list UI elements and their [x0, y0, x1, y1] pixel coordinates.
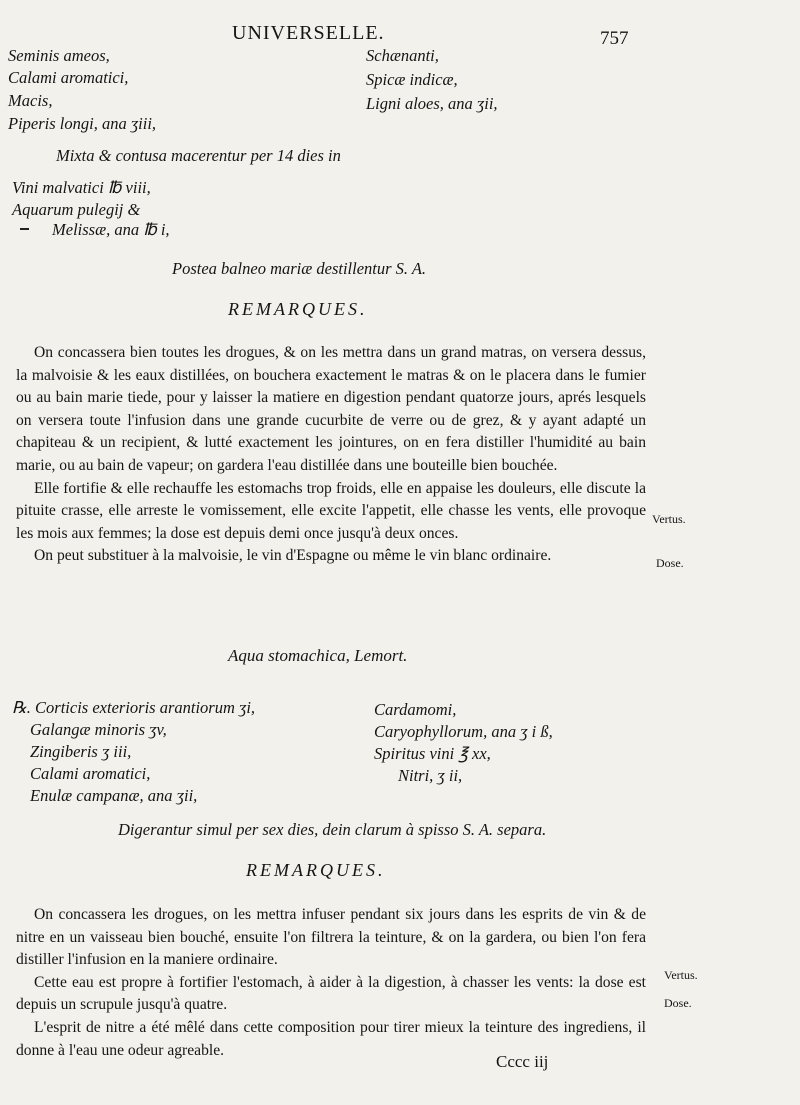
recipe2-title: Aqua stomachica, Lemort.: [228, 646, 408, 665]
signature-mark: Cccc iij: [496, 1052, 549, 1071]
ingredient-right-2: Spicæ indicæ,: [366, 70, 458, 89]
remarks2-text: [16, 904, 646, 1062]
margin-note-dose-1: Dose.: [656, 556, 684, 570]
remarks1-paragraph-2: Elle fortifie & elle rechauffe les estomachs trop froids, elle en appaise les douleurs, elle discute la pituite crasse, elle arreste le vomissement, elle excite l'appetit, elle chasse les vents, elle provoque les mois aux femmes; la dose est depuis demi once jusqu'à deux onces.: [16, 479, 646, 542]
recipe2-left-2: Galangæ minoris ʒv,: [30, 720, 167, 739]
recipe2-left-4: Calami aromatici,: [30, 764, 151, 783]
ingredient-left-4: Piperis longi, ana ʒiii,: [8, 114, 157, 133]
liquid-2: Aquarum pulegij &: [12, 200, 141, 219]
recipe2-right-4: Nitri, ʒ ii,: [398, 766, 463, 785]
ingredient-left-2: Calami aromatici,: [8, 68, 129, 87]
ingredient-right-3: Ligni aloes, ana ʒii,: [366, 94, 498, 113]
remarks2-paragraph-2: Cette eau est propre à fortifier l'estomach, à aider à la digestion, à chasser les vents: la dose est depuis un scrupule jusqu'à quatre.: [16, 973, 646, 1014]
recipe1-instruction: Mixta & contusa macerentur per 14 dies in: [56, 146, 341, 165]
ingredient-right-1: Schænanti,: [366, 46, 439, 65]
hyphen-mark: [20, 228, 29, 230]
recipe2-right-1: Cardamomi,: [374, 700, 457, 719]
recipe2-right-2: Caryophyllorum, ana ʒ i ß,: [374, 722, 553, 741]
remarks1-paragraph-3: On peut substituer à la malvoisie, le vin d'Espagne ou même le vin blanc ordinaire.: [34, 547, 552, 565]
recipe2-left-5: Enulæ campanæ, ana ʒii,: [30, 786, 198, 805]
recipe1-final: Postea balneo mariæ destillentur S. A.: [172, 259, 427, 278]
ingredient-left-1: Seminis ameos,: [8, 46, 110, 65]
remarks1-heading: REMARQUES.: [228, 299, 368, 319]
remarks2-paragraph-3: L'esprit de nitre a été mêlé dans cette composition pour tirer mieux la teinture des ingrediens, il donne à l'eau une odeur agreable.: [16, 1018, 646, 1059]
page-number: 757: [600, 28, 629, 49]
remarks1-text: [16, 342, 646, 568]
remarks2-heading: REMARQUES.: [246, 860, 386, 880]
liquid-1: Vini malvatici ℔ viii,: [12, 178, 151, 197]
margin-note-vertus-1: Vertus.: [652, 512, 686, 526]
remarks2-paragraph-1: On concassera les drogues, on les mettra infuser pendant six jours dans les esprits de vin & de nitre en un vaisseau bien bouché, ensuite l'on filtrera la teinture, & on la gardera, ou bien l'on fera distiller l'infusion en la maniere ordinaire.: [16, 906, 646, 969]
running-head: UNIVERSELLE.: [232, 22, 385, 44]
recipe2-instruction: Digerantur simul per sex dies, dein clarum à spisso S. A. separa.: [118, 820, 547, 839]
remarks1-paragraph-1: On concassera bien toutes les drogues, & on les mettra dans un grand matras, on versera dessus, la malvoisie & les eaux distillées, on bouchera exactement le matras & on le placera dans le fumier ou au bain marie tiede, pour y laisser la matiere en digestion pendant quatorze jours, aprés lesquels on versera toute l'infusion dans une grande cucurbite de verre ou de grez, & y ayant adapté un chapiteau & un recipient, & lutté exactement les jointures, on en fera distiller l'humidité au bain marie, ou au bain de vapeur; on gardera l'eau distillée dans une bouteille bien bouchée.: [16, 344, 646, 474]
recipe2-left-3: Zingiberis ʒ iii,: [30, 742, 132, 761]
recipe2-right-3: Spiritus vini ℥ xx,: [374, 744, 491, 763]
recipe2-left-1: ℞. Corticis exterioris arantiorum ʒi,: [12, 698, 256, 717]
liquid-3: Melissæ, ana ℔ i,: [52, 220, 170, 239]
margin-note-vertus-2: Vertus.: [664, 968, 698, 982]
ingredient-left-3: Macis,: [8, 91, 53, 110]
margin-note-dose-2: Dose.: [664, 996, 692, 1010]
